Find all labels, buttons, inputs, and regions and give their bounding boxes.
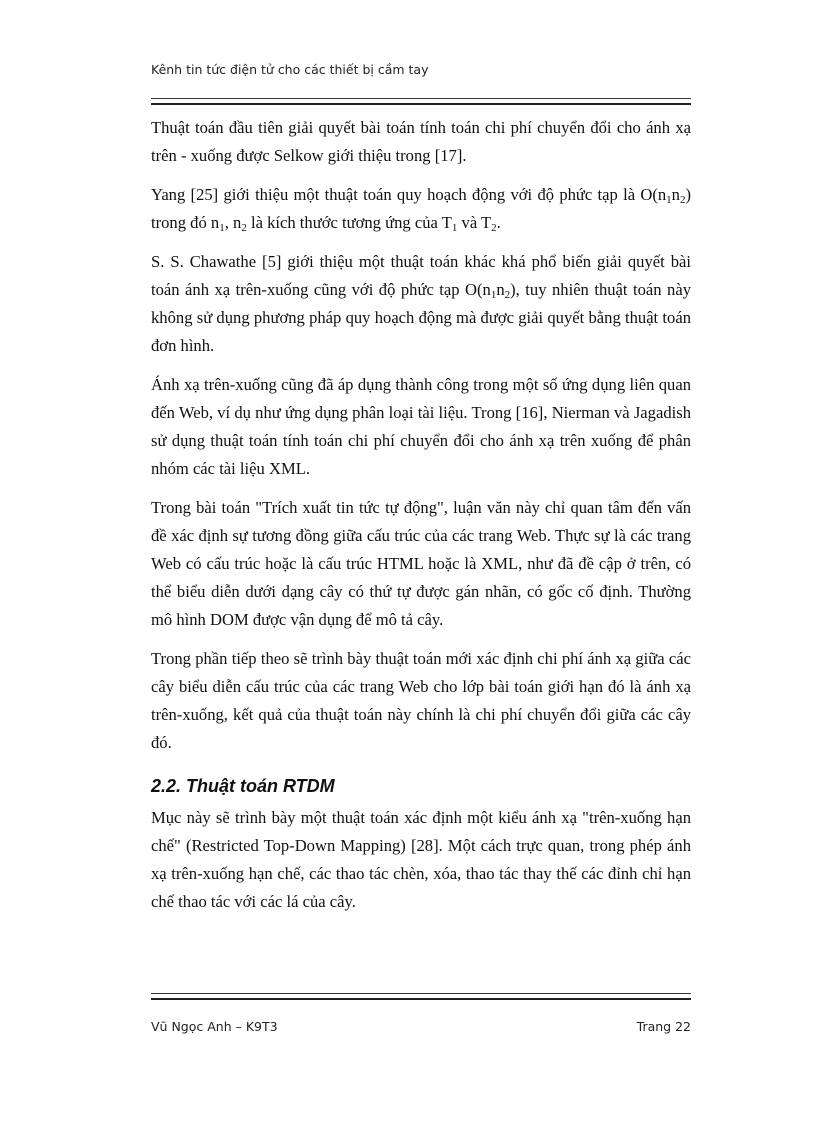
paragraph-7: Mục này sẽ trình bày một thuật toán xác định một kiểu ánh xạ "trên-xuống hạn chế" (Restricted Top-Down Mapping) [28]. Một cách trực quan, trong phép ánh xạ trên-xuống hạn chế, các thao tác chèn, xóa, thao tác thay thế các đỉnh chỉ hạn chế thao tác với các lá của cây.	[151, 808, 691, 911]
header-rule-thick	[151, 103, 691, 105]
paragraph-2: Yang [25] giới thiệu một thuật toán quy hoạch động với độ phức tạp là $O(n_1n_2)$ trong đó $n_1$, $n_2$ là kích thước tương ứng của $T_1$ và $T_2$.	[151, 185, 691, 234]
page-footer	[151, 1019, 691, 1034]
paragraph-6: Trong phần tiếp theo sẽ trình bày thuật toán mới xác định chi phí ánh xạ giữa các cây biểu diễn cấu trúc của các trang Web cho lớp bài toán giới hạn đó là ánh xạ trên-xuống, kết quả của thuật toán này chính là chi phí chuyển đổi giữa các cây đó.	[151, 649, 691, 752]
page-number: Trang 22	[636, 1019, 691, 1034]
paragraph-4: Ánh xạ trên-xuống cũng đã áp dụng thành công trong một số ứng dụng liên quan đến Web, ví dụ như ứng dụng phân loại tài liệu. Trong [16], Nierman và Jagadish sử dụng thuật toán tính toán chi phí chuyển đổi cho ánh xạ trên xuống để phân nhóm các tài liệu XML.	[151, 375, 691, 478]
running-header: Kênh tin tức điện tử cho các thiết bị cầm tay	[151, 62, 429, 77]
section-heading: 2.2. Thuật toán RTDM	[151, 776, 335, 796]
header-rule-thin	[151, 98, 691, 99]
paragraph-3: S. S. Chawathe [5] giới thiệu một thuật toán khác khá phổ biến giải quyết bài toán ánh xạ trên-xuống cũng với độ phức tạp $O(n_1n_2)$, tuy nhiên thuật toán này không sử dụng phương pháp quy hoạch động mà được giải quyết bằng thuật toán đơn hình.	[151, 252, 691, 355]
footer-rule-thick	[151, 998, 691, 1000]
footer-author: Vũ Ngọc Anh – K9T3	[151, 1019, 278, 1034]
paragraph-5: Trong bài toán "Trích xuất tin tức tự động", luận văn này chỉ quan tâm đến vấn đề xác định sự tương đồng giữa cấu trúc của các trang Web. Thực sự là các trang Web có cấu trúc hoặc là cấu trúc HTML hoặc là XML, như đã đề cập ở trên, có thể biểu diễn dưới dạng cây có thứ tự được gán nhãn, có gốc cố định. Thường mô hình DOM được vận dụng để mô tả cây.	[151, 498, 691, 629]
paragraph-1: Thuật toán đầu tiên giải quyết bài toán tính toán chi phí chuyển đổi cho ánh xạ trên - xuống được Selkow giới thiệu trong [17].	[151, 118, 691, 165]
footer-rule-thin	[151, 993, 691, 994]
body-content	[151, 114, 691, 927]
